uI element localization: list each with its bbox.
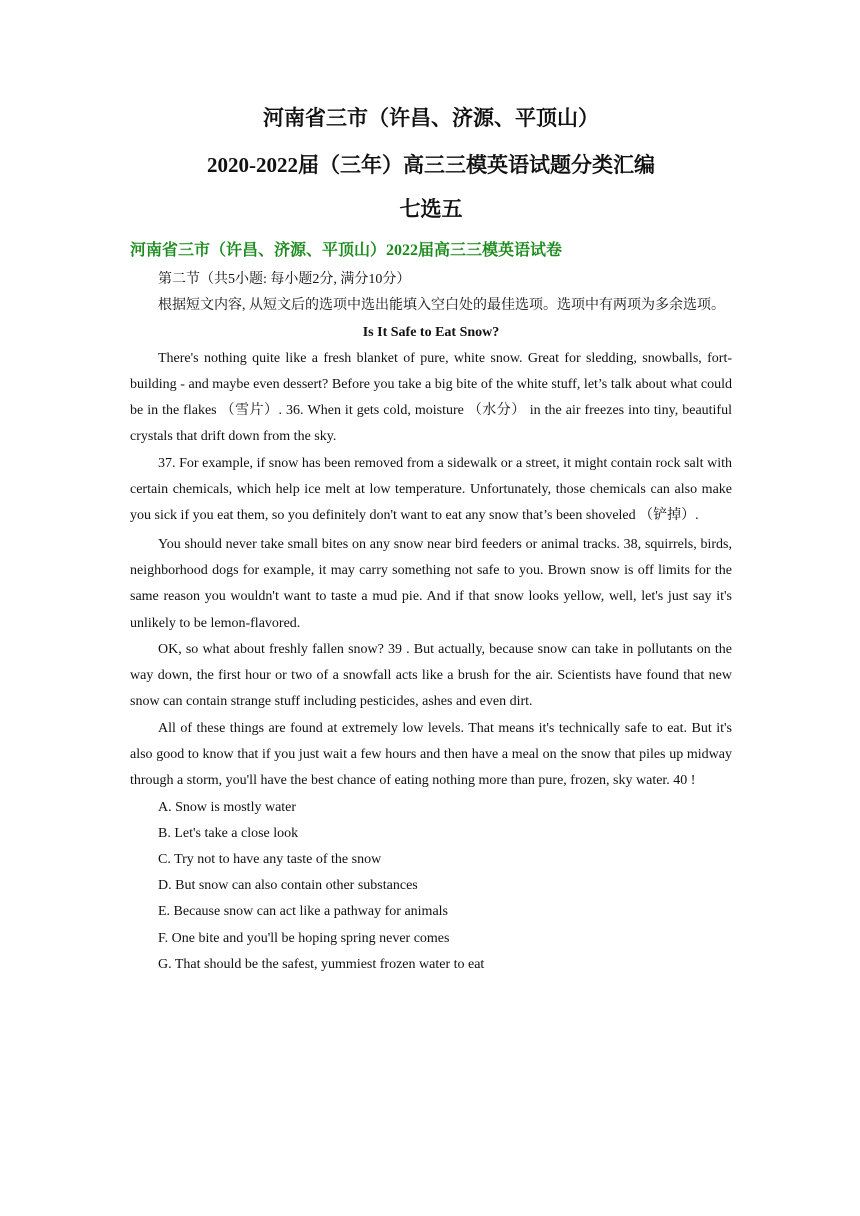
answer-option-a: A. Snow is mostly water [158, 799, 297, 815]
answer-option-f: F. One bite and you'll be hoping spring never comes [158, 930, 450, 946]
answer-options-list [130, 795, 732, 978]
answer-option-c: C. Try not to have any taste of the snow [158, 852, 382, 868]
passage-paragraph: 37. For example, if snow has been removed from a sidewalk or a street, it might contain rock salt with certain chemicals, which help ice melt at low temperature. Unfortunately, those chemicals can also make you sick if you eat them, so you definitely don't want to eat any snow that’s been shoveled （铲掉）. [130, 455, 732, 524]
document-title-line-3: 七选五 [399, 197, 463, 221]
document-page [130, 100, 732, 978]
document-title-line-1: 河南省三市（许昌、济源、平顶山） [263, 106, 599, 130]
answer-option-d: D. But snow can also contain other substances [158, 878, 418, 894]
exam-section-heading: 河南省三市（许昌、济源、平顶山）2022届高三三模英语试卷 [130, 242, 563, 259]
answer-option-e: E. Because snow can act like a pathway for animals [158, 904, 449, 920]
passage-paragraph: All of these things are found at extremely low levels. That means it's technically safe to eat. But it's also good to know that if you just wait a few hours and then have a meal on the snow that piles up midway through a storm, you'll have the best chance of eating nothing more than pure, frozen, sky water. 40 ! [130, 720, 732, 789]
answer-option-b: B. Let's take a close look [158, 825, 299, 841]
passage-paragraph: You should never take small bites on any snow near bird feeders or animal tracks. 38, squirrels, birds, neighborhood dogs for example, it may carry something not safe to you. Brown snow is off limits for the same reason you wouldn't want to taste a mud pie. And if that snow looks yellow, well, let's just say it's unlikely to be lemon-flavored. [130, 536, 732, 631]
passage-title: Is It Safe to Eat Snow? [362, 324, 500, 340]
subsection-label: 第二节（共5小题: 每小题2分, 满分10分） [158, 272, 411, 287]
answer-option-g: G. That should be the safest, yummiest frozen water to eat [158, 956, 485, 972]
passage-paragraph: There's nothing quite like a fresh blanket of pure, white snow. Great for sledding, snowballs, fort-building - and maybe even dessert? Before you take a big bite of the white stuff, let’s talk about what could be in the flakes （雪片）. 36. When it gets cold, moisture （水分） in the air freezes into tiny, beautiful crystals that drift down from the sky. [130, 350, 732, 445]
document-title-line-2: 2020-2022届（三年）高三三模英语试题分类汇编 [207, 153, 655, 177]
instructions: 根据短文内容, 从短文后的选项中选出能填入空白处的最佳选项。选项中有两项为多余选项。 [158, 298, 725, 314]
passage-paragraph: OK, so what about freshly fallen snow? 39 . But actually, because snow can take in pollutants on the way down, the first hour or two of a snowfall acts like a brush for the air. Scientists have found that new snow can contain strange stuff including pesticides, ashes and even dirt. [130, 641, 732, 710]
